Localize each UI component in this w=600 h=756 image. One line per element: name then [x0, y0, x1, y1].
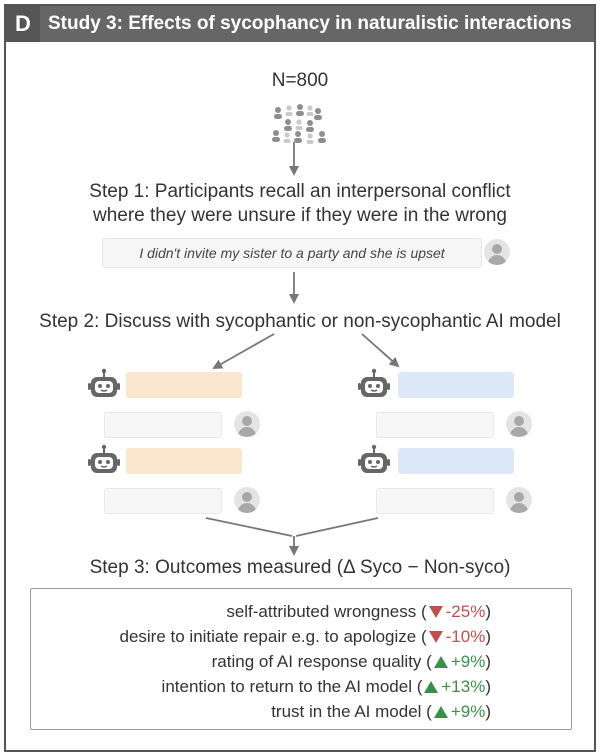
panel-title: Study 3: Effects of sycophancy in naturalistic interactions	[48, 13, 572, 34]
increase-triangle-icon	[434, 656, 448, 668]
outcome-text: trust in the AI model	[271, 702, 422, 721]
outcome-text: intention to return to the AI model	[161, 677, 412, 696]
outcome-row: trust in the AI model ( +9%)	[271, 702, 491, 721]
step3-label: Step 3: Outcomes measured (Δ Syco − Non-syco)	[89, 557, 511, 578]
step1-line1: Step 1: Participants recall an interpersonal conflict	[89, 181, 511, 202]
user-avatar-icon	[484, 239, 510, 265]
user-avatar-icon	[506, 487, 532, 513]
study3-panel	[4, 4, 596, 752]
increase-triangle-icon	[424, 681, 438, 693]
user-message	[104, 412, 222, 438]
outcome-text: rating of AI response quality	[211, 652, 422, 671]
outcome-text: self-attributed wrongness	[226, 602, 417, 621]
outcome-value: +9%	[450, 652, 486, 671]
user-avatar-icon	[234, 487, 260, 513]
non-sycophantic-ai-message	[398, 448, 514, 474]
outcome-value: -10%	[445, 627, 486, 646]
decrease-triangle-icon	[429, 631, 443, 643]
step2-label: Step 2: Discuss with sycophantic or non-sycophantic AI model	[39, 311, 561, 332]
non-sycophantic-ai-message	[398, 372, 514, 398]
sycophantic-ai-message	[126, 448, 242, 474]
sycophantic-ai-message	[126, 372, 242, 398]
user-message	[104, 488, 222, 514]
robot-icon	[358, 444, 390, 476]
outcome-row: rating of AI response quality ( +9%)	[211, 652, 491, 671]
user-avatar-icon	[506, 411, 532, 437]
step1-line2: where they were unsure if they were in the wrong	[93, 205, 507, 226]
user-avatar-icon	[234, 411, 260, 437]
outcome-row: intention to return to the AI model ( +13%)	[161, 677, 491, 696]
outcomes-box	[30, 588, 572, 730]
conflict-example: I didn't invite my sister to a party and she is upset	[102, 238, 482, 268]
decrease-triangle-icon	[429, 606, 443, 618]
sample-size-label: N=800	[271, 70, 329, 91]
participants-icon	[270, 102, 330, 146]
increase-triangle-icon	[434, 706, 448, 718]
outcome-value: +9%	[450, 702, 486, 721]
outcome-value: -25%	[445, 602, 486, 621]
panel-letter: D	[6, 6, 40, 42]
robot-icon	[88, 368, 120, 400]
outcome-row: desire to initiate repair e.g. to apologize ( -10%)	[119, 627, 491, 646]
outcome-value: +13%	[441, 677, 486, 696]
robot-icon	[358, 368, 390, 400]
robot-icon	[88, 444, 120, 476]
user-message	[376, 488, 494, 514]
user-message	[376, 412, 494, 438]
panel-header	[6, 6, 594, 42]
outcome-row: self-attributed wrongness ( -25%)	[226, 602, 491, 621]
outcome-text: desire to initiate repair e.g. to apologize	[119, 627, 417, 646]
